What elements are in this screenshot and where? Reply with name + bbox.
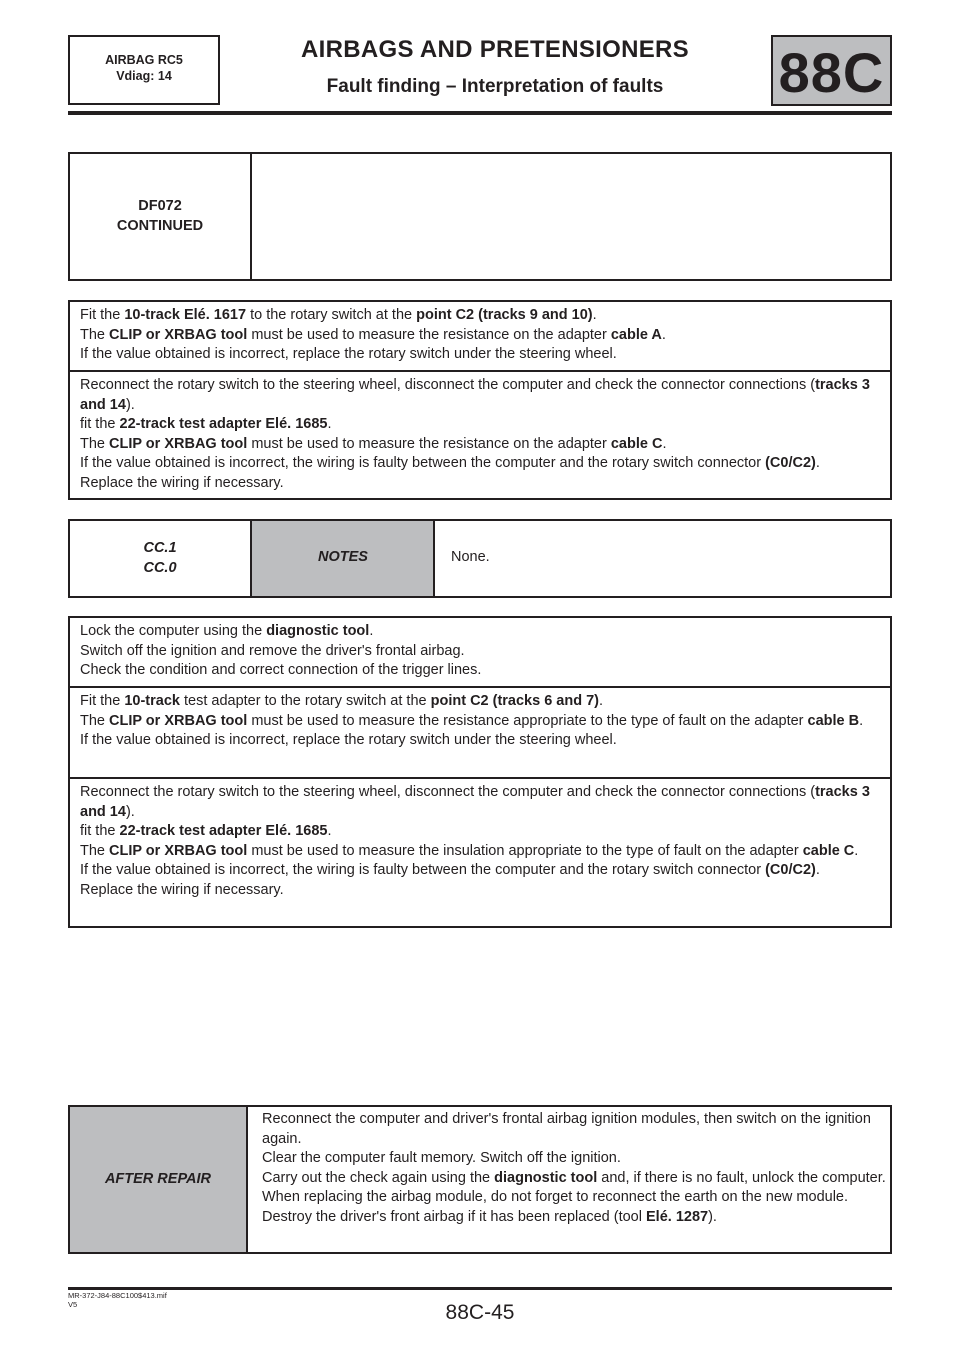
after-repair-divider bbox=[246, 1105, 248, 1254]
condition-codes bbox=[70, 539, 250, 578]
procedure-step-insulation-check: Reconnect the rotary switch to the steering wheel, disconnect the computer and check the connector connections (tracks 3 and 14). fit the 22-track test adapter Elé. 1685. The CLIP or XRBAG tool must be used to measure the insulation appropriate to the type of fault on the adapter cable C. If the value obtained is incorrect, the wiring is faulty between the computer and the rotary switch connector (C0/C2). Replace the wiring if necessary. bbox=[80, 784, 870, 898]
page-subtitle: Fault finding – Interpretation of faults bbox=[326, 76, 664, 97]
vehicle-box bbox=[68, 35, 220, 105]
procedure-step-rotary-switch: Fit the 10-track Elé. 1617 to the rotary switch at the point C2 (tracks 9 and 10). The CLIP or XRBAG tool must be used to measure the resistance on the adapter cable A. If the value obtained is incorrect, replace the rotary switch under the steering wheel. bbox=[80, 307, 666, 362]
procedure-step-lock-computer: Lock the computer using the diagnostic tool. Switch off the ignition and remove the driver's frontal airbag. Check the condition and correct connection of the trigger lines. bbox=[80, 623, 482, 678]
page-number: 88C-45 bbox=[445, 1301, 515, 1324]
notes-text: None. bbox=[451, 549, 490, 565]
fault-code: DF072 bbox=[138, 198, 182, 214]
footer-rule bbox=[68, 1287, 892, 1290]
footer-reference: MR-372-J84-88C100$413.mif bbox=[68, 1291, 167, 1300]
footer-version: V5 bbox=[68, 1300, 78, 1309]
vehicle-name: AIRBAG RC5 bbox=[105, 53, 183, 67]
fault-code-divider bbox=[250, 152, 252, 281]
fault-code-label bbox=[70, 197, 250, 236]
page-title: AIRBAGS AND PRETENSIONERS bbox=[301, 36, 689, 63]
condition-code-1: CC.1 bbox=[143, 540, 177, 556]
after-repair-instructions: Reconnect the computer and driver's frontal airbag ignition modules, then switch on the ignition again. Clear the computer fault memory. Switch off the ignition. Carry out the check again using the diagnostic tool and, if there is no fault, unlock the computer. When replacing the airbag module, do not forget to reconnect the earth on the new module. Destroy the driver's front airbag if it has been replaced (tool Elé. 1287). bbox=[262, 1111, 886, 1225]
section-code-badge: 88C bbox=[771, 35, 892, 106]
notes-label: NOTES bbox=[318, 549, 368, 565]
after-repair-label: AFTER REPAIR bbox=[104, 1171, 212, 1187]
procedure-step-wiring-check: Reconnect the rotary switch to the steering wheel, disconnect the computer and check the connector connections (tracks 3 and 14). fit the 22-track test adapter Elé. 1685. The CLIP or XRBAG tool must be used to measure the resistance on the adapter cable C. If the value obtained is incorrect, the wiring is faulty between the computer and the rotary switch connector (C0/C2). Replace the wiring if necessary. bbox=[80, 377, 870, 491]
header-rule bbox=[68, 111, 892, 115]
vdiag-label: Vdiag: 14 bbox=[116, 69, 172, 83]
procedure-step-rotary-adapter: Fit the 10-track test adapter to the rotary switch at the point C2 (tracks 6 and 7). The CLIP or XRBAG tool must be used to measure the resistance appropriate to the type of fault on the adapter cable B. If the value obtained is incorrect, replace the rotary switch under the steering wheel. bbox=[80, 693, 864, 748]
condition-code-2: CC.0 bbox=[143, 559, 177, 576]
fault-status: CONTINUED bbox=[116, 217, 204, 234]
